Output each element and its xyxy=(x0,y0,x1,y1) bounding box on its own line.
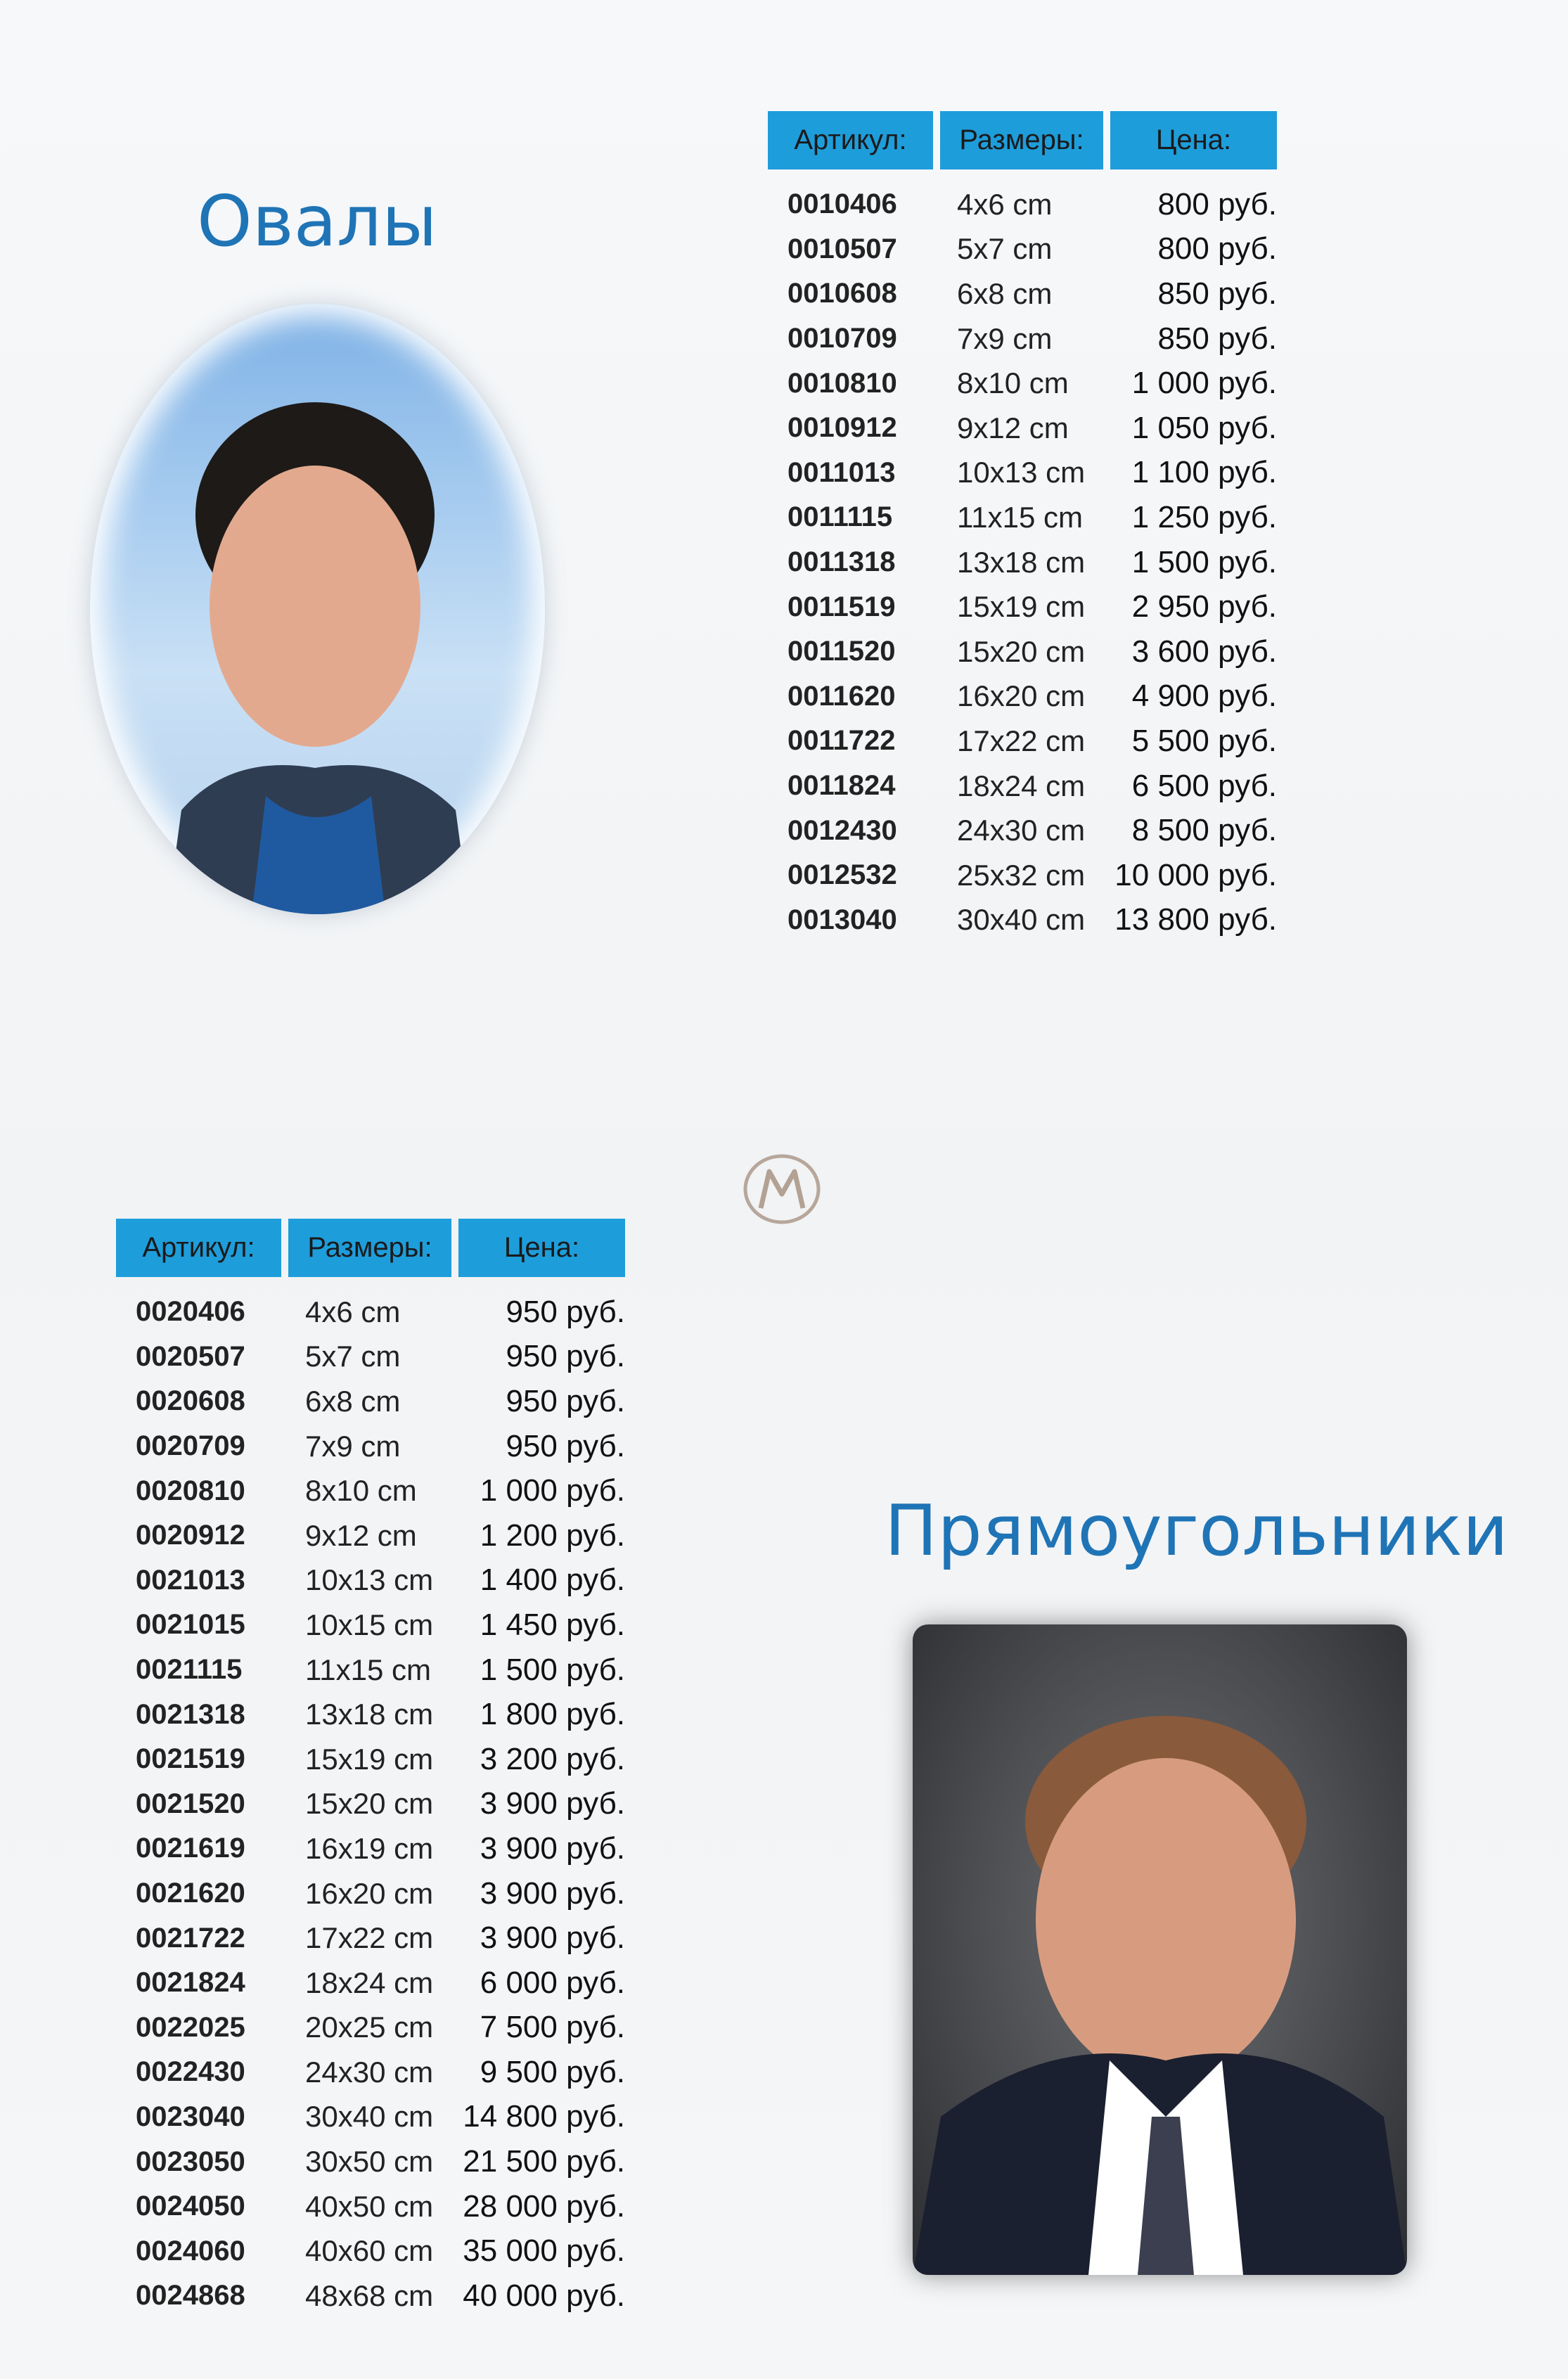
size-cell: 16x20 cm xyxy=(957,679,1086,713)
size-cell: 16x19 cm xyxy=(305,1831,434,1865)
price-cell: 950 руб. xyxy=(506,1383,625,1418)
table-row xyxy=(116,1826,625,1871)
size-cell: 24x30 cm xyxy=(957,814,1086,847)
article-cell: 0021520 xyxy=(136,1788,245,1819)
table-body xyxy=(768,182,1277,942)
price-cell: 1 250 руб. xyxy=(1131,499,1277,534)
size-cell: 40x50 cm xyxy=(305,2189,434,2223)
article-cell: 0023040 xyxy=(136,2101,245,2132)
article-cell: 0021519 xyxy=(136,1743,245,1775)
table-row xyxy=(768,719,1277,764)
oval-portrait-photo xyxy=(90,304,545,914)
article-cell: 0020406 xyxy=(136,1296,245,1328)
table-row xyxy=(768,406,1277,451)
table-row xyxy=(116,1468,625,1513)
table-header xyxy=(116,1219,625,1277)
size-cell: 13x18 cm xyxy=(957,545,1086,579)
article-cell: 0020507 xyxy=(136,1340,245,1372)
price-cell: 1 450 руб. xyxy=(480,1607,625,1642)
ovals-price-table xyxy=(768,111,1277,942)
article-cell: 0010810 xyxy=(788,367,897,399)
size-cell: 15x20 cm xyxy=(305,1787,434,1821)
article-cell: 0020912 xyxy=(136,1520,245,1551)
price-cell: 800 руб. xyxy=(1157,231,1277,267)
article-cell: 0010608 xyxy=(788,278,897,309)
table-row xyxy=(116,2095,625,2140)
article-cell: 0011520 xyxy=(788,636,896,667)
article-cell: 0010709 xyxy=(788,323,897,354)
size-cell: 10x15 cm xyxy=(305,1608,434,1641)
table-row xyxy=(768,316,1277,361)
article-cell: 0011722 xyxy=(788,725,896,757)
size-cell: 4x6 cm xyxy=(957,187,1053,221)
table-row xyxy=(116,1916,625,1961)
price-cell: 6 000 руб. xyxy=(480,1965,625,2000)
table-row xyxy=(116,2139,625,2184)
table-row xyxy=(768,674,1277,719)
price-cell: 35 000 руб. xyxy=(463,2233,625,2269)
table-row xyxy=(768,898,1277,943)
table-row xyxy=(116,2274,625,2319)
price-cell: 3 900 руб. xyxy=(480,1875,625,1911)
header-size: Размеры: xyxy=(288,1219,451,1277)
size-cell: 8x10 cm xyxy=(305,1474,417,1508)
price-cell: 2 950 руб. xyxy=(1131,589,1277,624)
price-cell: 1 050 руб. xyxy=(1131,410,1277,445)
size-cell: 20x25 cm xyxy=(305,2011,434,2044)
price-cell: 1 400 руб. xyxy=(480,1563,625,1598)
price-cell: 4 900 руб. xyxy=(1131,679,1277,714)
article-cell: 0020810 xyxy=(136,1475,245,1506)
article-cell: 0022430 xyxy=(136,2056,245,2088)
rectangles-price-table xyxy=(116,1219,625,2319)
size-cell: 6x8 cm xyxy=(305,1384,401,1418)
price-cell: 1 500 руб. xyxy=(480,1652,625,1687)
article-cell: 0012532 xyxy=(788,859,897,891)
article-cell: 0010912 xyxy=(788,412,897,444)
price-cell: 850 руб. xyxy=(1157,276,1277,311)
table-row xyxy=(116,1335,625,1380)
rectangle-portrait-graphic xyxy=(913,1624,1407,2275)
size-cell: 25x32 cm xyxy=(957,858,1086,892)
price-cell: 28 000 руб. xyxy=(463,2188,625,2224)
size-cell: 9x12 cm xyxy=(957,411,1069,444)
size-cell: 9x12 cm xyxy=(305,1518,417,1552)
table-row xyxy=(116,2006,625,2051)
table-row xyxy=(768,271,1277,316)
price-cell: 6 500 руб. xyxy=(1131,768,1277,803)
size-cell: 24x30 cm xyxy=(305,2055,434,2089)
table-row xyxy=(768,361,1277,406)
price-cell: 850 руб. xyxy=(1157,321,1277,356)
table-row xyxy=(116,1871,625,1916)
price-cell: 13 800 руб. xyxy=(1114,902,1277,937)
article-cell: 0011519 xyxy=(788,591,896,622)
article-cell: 0011115 xyxy=(788,501,893,533)
price-cell: 14 800 руб. xyxy=(463,2099,625,2134)
table-row xyxy=(116,2184,625,2229)
price-cell: 8 500 руб. xyxy=(1131,813,1277,848)
size-cell: 17x22 cm xyxy=(305,1921,434,1955)
table-row xyxy=(768,451,1277,496)
header-article: Артикул: xyxy=(116,1219,281,1277)
table-row xyxy=(768,584,1277,629)
header-article: Артикул: xyxy=(768,111,933,169)
size-cell: 11x15 cm xyxy=(305,1653,431,1686)
size-cell: 4x6 cm xyxy=(305,1295,401,1328)
table-row xyxy=(768,629,1277,674)
size-cell: 11x15 cm xyxy=(957,500,1083,534)
article-cell: 0023050 xyxy=(136,2146,245,2177)
size-cell: 17x22 cm xyxy=(957,724,1086,757)
article-cell: 0011318 xyxy=(788,546,896,578)
article-cell: 0021013 xyxy=(136,1564,245,1596)
article-cell: 0021318 xyxy=(136,1698,245,1730)
price-cell: 40 000 руб. xyxy=(463,2278,625,2313)
price-cell: 21 500 руб. xyxy=(463,2144,625,2179)
article-cell: 0012430 xyxy=(788,814,897,846)
article-cell: 0021115 xyxy=(136,1654,243,1686)
article-cell: 0011824 xyxy=(788,770,896,802)
table-row xyxy=(116,1424,625,1469)
size-cell: 15x19 cm xyxy=(957,590,1086,624)
article-cell: 0011620 xyxy=(788,680,896,712)
size-cell: 7x9 cm xyxy=(957,321,1053,355)
oval-portrait-graphic xyxy=(90,304,545,914)
price-cell: 1 800 руб. xyxy=(480,1697,625,1732)
article-cell: 0024868 xyxy=(136,2280,245,2311)
article-cell: 0021824 xyxy=(136,1967,245,1999)
article-cell: 0021015 xyxy=(136,1609,245,1641)
article-cell: 0022025 xyxy=(136,2011,245,2043)
size-cell: 48x68 cm xyxy=(305,2278,434,2312)
size-cell: 16x20 cm xyxy=(305,1876,434,1910)
table-row xyxy=(768,853,1277,898)
price-cell: 5 500 руб. xyxy=(1131,723,1277,758)
size-cell: 15x20 cm xyxy=(957,634,1086,668)
table-row xyxy=(116,1513,625,1558)
size-cell: 18x24 cm xyxy=(305,1966,434,1999)
article-cell: 0011013 xyxy=(788,456,896,488)
price-cell: 9 500 руб. xyxy=(480,2054,625,2089)
table-row xyxy=(768,540,1277,585)
size-cell: 30x40 cm xyxy=(305,2100,434,2134)
table-row xyxy=(116,1692,625,1737)
table-row xyxy=(768,808,1277,853)
price-cell: 3 900 руб. xyxy=(480,1920,625,1956)
price-cell: 3 200 руб. xyxy=(480,1741,625,1776)
size-cell: 5x7 cm xyxy=(957,232,1053,266)
size-cell: 30x50 cm xyxy=(305,2145,434,2179)
price-cell: 7 500 руб. xyxy=(480,2010,625,2045)
price-cell: 1 000 руб. xyxy=(480,1473,625,1508)
table-header xyxy=(768,111,1277,169)
rectangle-portrait-photo xyxy=(913,1624,1407,2275)
table-row xyxy=(116,1603,625,1648)
table-row xyxy=(116,1648,625,1693)
table-row xyxy=(116,1961,625,2006)
size-cell: 10x13 cm xyxy=(305,1563,434,1597)
price-cell: 1 500 руб. xyxy=(1131,544,1277,579)
table-body xyxy=(116,1290,625,2319)
monogram-logo-icon xyxy=(740,1150,824,1228)
price-cell: 3 600 руб. xyxy=(1131,634,1277,669)
article-cell: 0021620 xyxy=(136,1878,245,1909)
table-row xyxy=(116,1558,625,1603)
header-size: Размеры: xyxy=(940,111,1103,169)
table-row xyxy=(768,495,1277,540)
size-cell: 13x18 cm xyxy=(305,1698,434,1731)
article-cell: 0020608 xyxy=(136,1385,245,1417)
table-row xyxy=(768,764,1277,809)
price-cell: 3 900 руб. xyxy=(480,1830,625,1866)
table-row xyxy=(116,1737,625,1782)
size-cell: 15x19 cm xyxy=(305,1742,434,1776)
table-row xyxy=(768,227,1277,272)
table-row xyxy=(116,1782,625,1827)
article-cell: 0020709 xyxy=(136,1430,245,1462)
size-cell: 8x10 cm xyxy=(957,366,1069,400)
table-row xyxy=(116,2050,625,2095)
price-cell: 950 руб. xyxy=(506,1294,625,1329)
table-row xyxy=(116,2229,625,2274)
price-cell: 10 000 руб. xyxy=(1114,857,1277,892)
price-cell: 1 200 руб. xyxy=(480,1518,625,1553)
size-cell: 7x9 cm xyxy=(305,1429,401,1463)
size-cell: 18x24 cm xyxy=(957,769,1086,802)
header-price: Цена: xyxy=(1110,111,1277,169)
price-cell: 3 900 руб. xyxy=(480,1786,625,1821)
ovals-title: Овалы xyxy=(197,180,437,262)
article-cell: 0021722 xyxy=(136,1922,245,1954)
header-price: Цена: xyxy=(458,1219,625,1277)
article-cell: 0024060 xyxy=(136,2235,245,2266)
size-cell: 5x7 cm xyxy=(305,1340,401,1373)
size-cell: 30x40 cm xyxy=(957,903,1086,937)
size-cell: 10x13 cm xyxy=(957,456,1086,489)
article-cell: 0013040 xyxy=(788,904,897,935)
table-row xyxy=(768,182,1277,227)
article-cell: 0010507 xyxy=(788,233,897,264)
price-cell: 950 руб. xyxy=(506,1339,625,1374)
price-cell: 800 руб. xyxy=(1157,186,1277,222)
rectangles-title: Прямоугольники xyxy=(885,1489,1508,1572)
table-row xyxy=(116,1379,625,1424)
article-cell: 0010406 xyxy=(788,188,897,220)
article-cell: 0024050 xyxy=(136,2191,245,2222)
price-cell: 1 100 руб. xyxy=(1131,455,1277,490)
size-cell: 40x60 cm xyxy=(305,2234,434,2268)
price-cell: 1 000 руб. xyxy=(1131,366,1277,401)
article-cell: 0021619 xyxy=(136,1833,245,1864)
table-row xyxy=(116,1290,625,1335)
size-cell: 6x8 cm xyxy=(957,276,1053,310)
price-cell: 950 руб. xyxy=(506,1428,625,1463)
